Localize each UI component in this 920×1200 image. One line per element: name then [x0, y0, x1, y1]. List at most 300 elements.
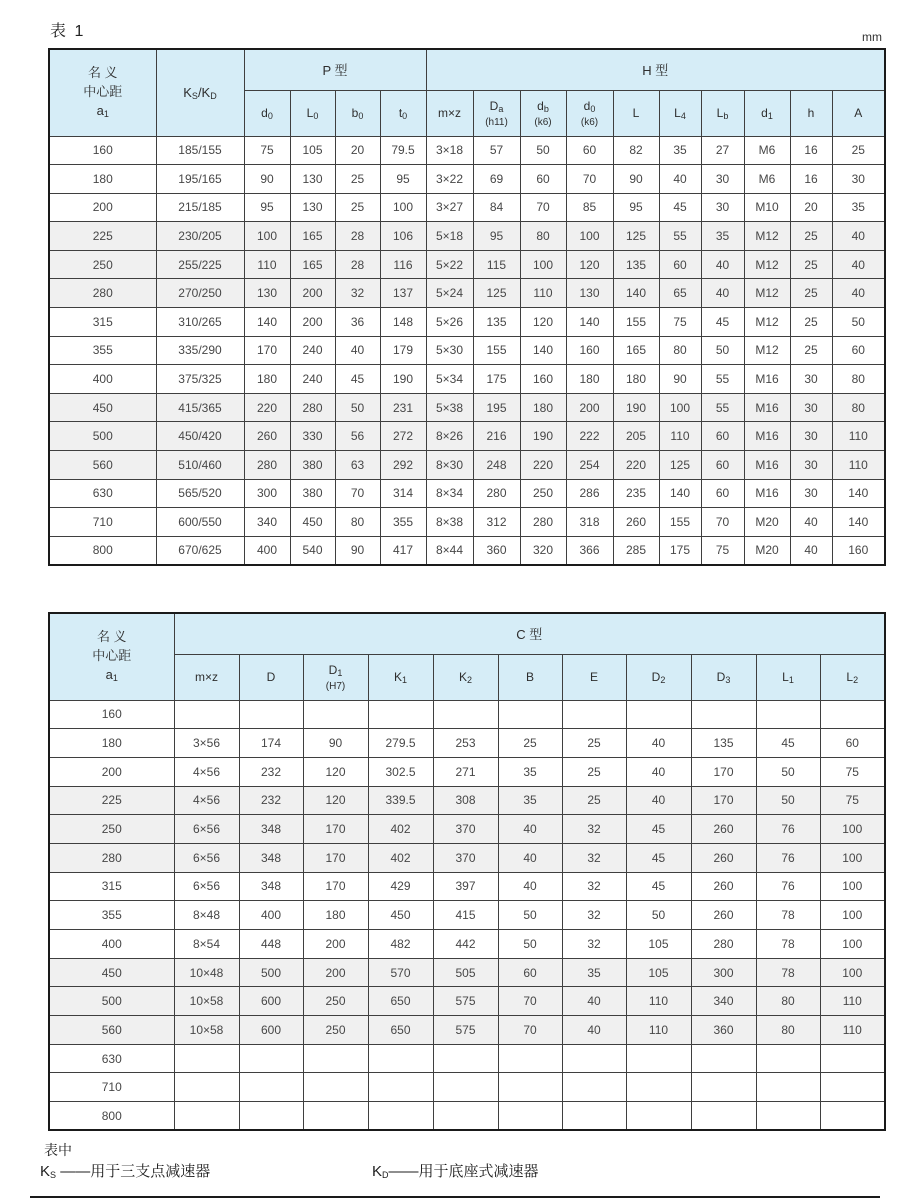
cell: 330	[290, 422, 335, 451]
cell: 179	[380, 336, 426, 365]
cell: 140	[244, 308, 290, 337]
column-header: m×z	[174, 654, 239, 700]
cell: 55	[701, 365, 744, 394]
cell: 30	[832, 165, 885, 194]
cell: 76	[756, 872, 820, 901]
cell	[626, 1073, 691, 1102]
column-header: $K_1$	[368, 654, 433, 700]
cell: 220	[520, 451, 566, 480]
cell: 45	[626, 815, 691, 844]
cell: 95	[613, 193, 659, 222]
cell: 355	[49, 901, 174, 930]
cell	[691, 700, 756, 729]
cell: 50	[756, 757, 820, 786]
cell: 205	[613, 422, 659, 451]
cell: 5×26	[426, 308, 473, 337]
cell: 8×38	[426, 508, 473, 537]
table-2-header	[49, 613, 885, 700]
cell: 170	[303, 872, 368, 901]
cell: 36	[335, 308, 380, 337]
cell: 100	[820, 815, 885, 844]
cell: 140	[659, 479, 701, 508]
cell: 27	[701, 136, 744, 165]
cell: M16	[744, 451, 790, 480]
footnote-kd: $K_D——$用于底座式减速器	[372, 1163, 539, 1180]
cell	[626, 1044, 691, 1073]
cell	[562, 1102, 626, 1131]
cell: 450	[49, 958, 174, 987]
cell: 100	[820, 901, 885, 930]
cell: 280	[473, 479, 520, 508]
cell: 160	[49, 136, 156, 165]
cell: 320	[520, 536, 566, 565]
cell: 40	[832, 222, 885, 251]
cell: 25	[335, 193, 380, 222]
cell: 165	[290, 250, 335, 279]
cell: 100	[820, 958, 885, 987]
cell: 216	[473, 422, 520, 451]
cell: 6×56	[174, 872, 239, 901]
cell	[756, 1073, 820, 1102]
cell: M6	[744, 165, 790, 194]
cell: 80	[756, 1016, 820, 1045]
cell: 397	[433, 872, 498, 901]
cell: 80	[335, 508, 380, 537]
table-2-body	[49, 700, 885, 1130]
cell: 32	[562, 843, 626, 872]
cell: 232	[239, 786, 303, 815]
cell: 160	[832, 536, 885, 565]
cell: 40	[498, 872, 562, 901]
cell: 137	[380, 279, 426, 308]
cell: 312	[473, 508, 520, 537]
cell: 25	[562, 757, 626, 786]
cell: 20	[335, 136, 380, 165]
cell	[498, 1044, 562, 1073]
table-row	[49, 786, 885, 815]
cell: 270/250	[156, 279, 244, 308]
cell	[562, 700, 626, 729]
cell: 360	[691, 1016, 756, 1045]
cell: 60	[832, 336, 885, 365]
cell: 271	[433, 757, 498, 786]
cell: 5×22	[426, 250, 473, 279]
cell: 300	[244, 479, 290, 508]
cell: 40	[498, 815, 562, 844]
cell: 10×48	[174, 958, 239, 987]
cell: 190	[613, 393, 659, 422]
cell: 140	[832, 479, 885, 508]
cell: 140	[566, 308, 613, 337]
cell	[433, 1044, 498, 1073]
cell: 84	[473, 193, 520, 222]
cell: 630	[49, 479, 156, 508]
cell: 180	[244, 365, 290, 394]
cell: 90	[303, 729, 368, 758]
cell: 200	[49, 193, 156, 222]
cell: 90	[613, 165, 659, 194]
cell: 25	[790, 222, 832, 251]
cell: 100	[380, 193, 426, 222]
table-row	[49, 479, 885, 508]
cell	[691, 1044, 756, 1073]
cell: 600	[239, 1016, 303, 1045]
cell: 110	[820, 1016, 885, 1045]
column-header-ks-kd: $K_S/K_D$	[156, 49, 244, 136]
cell: M6	[744, 136, 790, 165]
cell: 286	[566, 479, 613, 508]
cell: 260	[691, 872, 756, 901]
cell: 195	[473, 393, 520, 422]
cell: 40	[626, 757, 691, 786]
cell: 55	[701, 393, 744, 422]
cell: 560	[49, 451, 156, 480]
cell: 225	[49, 222, 156, 251]
table-row	[49, 1073, 885, 1102]
cell: 100	[520, 250, 566, 279]
footnote-ks: $K_S$ ——用于三支点减速器	[40, 1163, 211, 1180]
cell: 20	[790, 193, 832, 222]
cell: 130	[566, 279, 613, 308]
cell: 40	[701, 250, 744, 279]
column-header: $d_1$	[744, 90, 790, 136]
cell: M12	[744, 279, 790, 308]
cell	[756, 1044, 820, 1073]
cell: 448	[239, 930, 303, 959]
table-row	[49, 1102, 885, 1131]
cell: 60	[820, 729, 885, 758]
cell: 340	[691, 987, 756, 1016]
column-header: m×z	[426, 90, 473, 136]
cell: 500	[239, 958, 303, 987]
cell: 25	[790, 279, 832, 308]
group-header-h-type: H 型	[426, 49, 885, 90]
cell: 3×22	[426, 165, 473, 194]
table-row	[49, 422, 885, 451]
cell: 70	[498, 1016, 562, 1045]
cell: 55	[659, 222, 701, 251]
cell: 231	[380, 393, 426, 422]
cell: 40	[562, 987, 626, 1016]
cell: 120	[303, 786, 368, 815]
cell	[174, 700, 239, 729]
cell: 200	[290, 308, 335, 337]
cell: 80	[659, 336, 701, 365]
cell: 50	[520, 136, 566, 165]
cell	[368, 1044, 433, 1073]
cell: 630	[49, 1044, 174, 1073]
cell: 190	[520, 422, 566, 451]
cell: 115	[473, 250, 520, 279]
cell: 348	[239, 843, 303, 872]
column-header: $d_b$ (k6)	[520, 90, 566, 136]
cell: 3×56	[174, 729, 239, 758]
cell: 25	[498, 729, 562, 758]
cell: 135	[613, 250, 659, 279]
cell: 60	[701, 451, 744, 480]
column-header: $L_1$	[756, 654, 820, 700]
cell: 90	[335, 536, 380, 565]
table-row	[49, 508, 885, 537]
cell: 5×34	[426, 365, 473, 394]
cell: 4×56	[174, 786, 239, 815]
cell: 340	[244, 508, 290, 537]
cell: 570	[368, 958, 433, 987]
cell: 105	[626, 930, 691, 959]
cell: 8×26	[426, 422, 473, 451]
cell: 50	[498, 930, 562, 959]
cell: 180	[49, 729, 174, 758]
cell: 5×24	[426, 279, 473, 308]
cell: 100	[820, 843, 885, 872]
cell: 170	[691, 757, 756, 786]
cell	[691, 1073, 756, 1102]
cell: 140	[520, 336, 566, 365]
cell: 140	[832, 508, 885, 537]
cell: 600/550	[156, 508, 244, 537]
cell: 400	[49, 930, 174, 959]
cell: 565/520	[156, 479, 244, 508]
cell: 165	[613, 336, 659, 365]
cell: 279.5	[368, 729, 433, 758]
column-header: $D_a$ (h11)	[473, 90, 520, 136]
cell: 248	[473, 451, 520, 480]
cell: 80	[832, 365, 885, 394]
cell: 35	[659, 136, 701, 165]
cell: 25	[832, 136, 885, 165]
cell: 90	[659, 365, 701, 394]
cell: 222	[566, 422, 613, 451]
cell: 35	[498, 757, 562, 786]
cell: 130	[244, 279, 290, 308]
cell: 75	[820, 786, 885, 815]
table-1-ph-type	[48, 48, 886, 566]
cell: 50	[756, 786, 820, 815]
column-header-center-distance: 名 义 中心距 $a_1$	[49, 49, 156, 136]
cell: 250	[49, 250, 156, 279]
cell: 76	[756, 843, 820, 872]
cell: 318	[566, 508, 613, 537]
cell: 253	[433, 729, 498, 758]
cell: 60	[566, 136, 613, 165]
cell: 200	[303, 958, 368, 987]
group-header-p-type: P 型	[244, 49, 426, 90]
cell: 240	[290, 336, 335, 365]
cell: 180	[49, 165, 156, 194]
cell: 130	[290, 165, 335, 194]
cell: 78	[756, 901, 820, 930]
cell: 148	[380, 308, 426, 337]
cell	[239, 1044, 303, 1073]
cell: 100	[820, 872, 885, 901]
cell: 8×44	[426, 536, 473, 565]
cell: M16	[744, 422, 790, 451]
cell: 45	[335, 365, 380, 394]
cell: 60	[701, 479, 744, 508]
table-row	[49, 393, 885, 422]
cell: 16	[790, 165, 832, 194]
cell: 50	[335, 393, 380, 422]
cell: 35	[701, 222, 744, 251]
cell: 355	[380, 508, 426, 537]
cell: 280	[290, 393, 335, 422]
column-header: $L_4$	[659, 90, 701, 136]
cell: 8×30	[426, 451, 473, 480]
cell: 415/365	[156, 393, 244, 422]
cell: 5×38	[426, 393, 473, 422]
cell	[303, 700, 368, 729]
table-row	[49, 165, 885, 194]
cell: 30	[701, 193, 744, 222]
cell: M16	[744, 479, 790, 508]
column-header: E	[562, 654, 626, 700]
cell: 110	[244, 250, 290, 279]
table-row	[49, 193, 885, 222]
cell: 600	[239, 987, 303, 1016]
cell: 482	[368, 930, 433, 959]
cell: 60	[701, 422, 744, 451]
cell: 75	[244, 136, 290, 165]
cell: 80	[756, 987, 820, 1016]
page-title: 表 1	[50, 23, 86, 40]
cell: 56	[335, 422, 380, 451]
cell: 175	[659, 536, 701, 565]
cell: 45	[626, 843, 691, 872]
cell: 125	[659, 451, 701, 480]
cell: 110	[659, 422, 701, 451]
cell: 339.5	[368, 786, 433, 815]
cell: M10	[744, 193, 790, 222]
cell	[756, 700, 820, 729]
table-row	[49, 987, 885, 1016]
table-1-body	[49, 136, 885, 565]
cell: 235	[613, 479, 659, 508]
cell: 400	[49, 365, 156, 394]
cell: 40	[790, 536, 832, 565]
table-row	[49, 308, 885, 337]
cell: M12	[744, 308, 790, 337]
cell: 40	[832, 279, 885, 308]
cell	[562, 1073, 626, 1102]
cell: 450	[290, 508, 335, 537]
column-header: D	[239, 654, 303, 700]
cell: 220	[613, 451, 659, 480]
cell: 35	[498, 786, 562, 815]
cell: 70	[520, 193, 566, 222]
cell: 370	[433, 843, 498, 872]
cell: 232	[239, 757, 303, 786]
cell: 70	[335, 479, 380, 508]
cell: 25	[790, 250, 832, 279]
column-header: $D_2$	[626, 654, 691, 700]
cell: 165	[290, 222, 335, 251]
cell: 135	[473, 308, 520, 337]
cell	[174, 1102, 239, 1131]
cell: 180	[520, 393, 566, 422]
cell: 225	[49, 786, 174, 815]
cell: 30	[790, 479, 832, 508]
cell: 25	[335, 165, 380, 194]
cell: 200	[49, 757, 174, 786]
cell: 6×56	[174, 843, 239, 872]
table-row	[49, 729, 885, 758]
cell: 285	[613, 536, 659, 565]
cell: 50	[626, 901, 691, 930]
cell: 75	[701, 536, 744, 565]
cell: 110	[832, 451, 885, 480]
cell: 32	[562, 901, 626, 930]
cell: 800	[49, 536, 156, 565]
table-row	[49, 365, 885, 394]
table-row	[49, 872, 885, 901]
cell: 40	[659, 165, 701, 194]
cell: 402	[368, 815, 433, 844]
cell: 415	[433, 901, 498, 930]
cell: 380	[290, 451, 335, 480]
cell: 300	[691, 958, 756, 987]
table-row	[49, 222, 885, 251]
cell: 175	[473, 365, 520, 394]
cell: 500	[49, 422, 156, 451]
cell: 442	[433, 930, 498, 959]
cell: 80	[832, 393, 885, 422]
cell: 40	[701, 279, 744, 308]
cell: 40	[790, 508, 832, 537]
cell: 670/625	[156, 536, 244, 565]
cell: 650	[368, 1016, 433, 1045]
cell: 360	[473, 536, 520, 565]
table-row	[49, 279, 885, 308]
cell: 110	[820, 987, 885, 1016]
group-header-c-type: C 型	[174, 613, 885, 654]
cell	[303, 1102, 368, 1131]
cell: 280	[244, 451, 290, 480]
cell: 25	[562, 786, 626, 815]
cell: 170	[244, 336, 290, 365]
cell: 170	[303, 843, 368, 872]
cell: 308	[433, 786, 498, 815]
cell: 110	[832, 422, 885, 451]
cell: 450	[368, 901, 433, 930]
cell	[498, 700, 562, 729]
cell: 200	[566, 393, 613, 422]
cell: 10×58	[174, 987, 239, 1016]
cell: 155	[613, 308, 659, 337]
table-row	[49, 536, 885, 565]
column-header: $K_2$	[433, 654, 498, 700]
cell	[756, 1102, 820, 1131]
table-row	[49, 1044, 885, 1073]
cell: 355	[49, 336, 156, 365]
column-header: $L_0$	[290, 90, 335, 136]
cell: 417	[380, 536, 426, 565]
cell: 240	[290, 365, 335, 394]
cell: 110	[520, 279, 566, 308]
cell: 160	[520, 365, 566, 394]
cell: 348	[239, 872, 303, 901]
cell: 155	[473, 336, 520, 365]
cell: 25	[562, 729, 626, 758]
cell: 272	[380, 422, 426, 451]
cell: 160	[566, 336, 613, 365]
cell: 35	[562, 958, 626, 987]
cell: 50	[701, 336, 744, 365]
cell: 140	[613, 279, 659, 308]
cell: 280	[49, 279, 156, 308]
cell: 70	[701, 508, 744, 537]
cell: 100	[659, 393, 701, 422]
cell	[562, 1044, 626, 1073]
